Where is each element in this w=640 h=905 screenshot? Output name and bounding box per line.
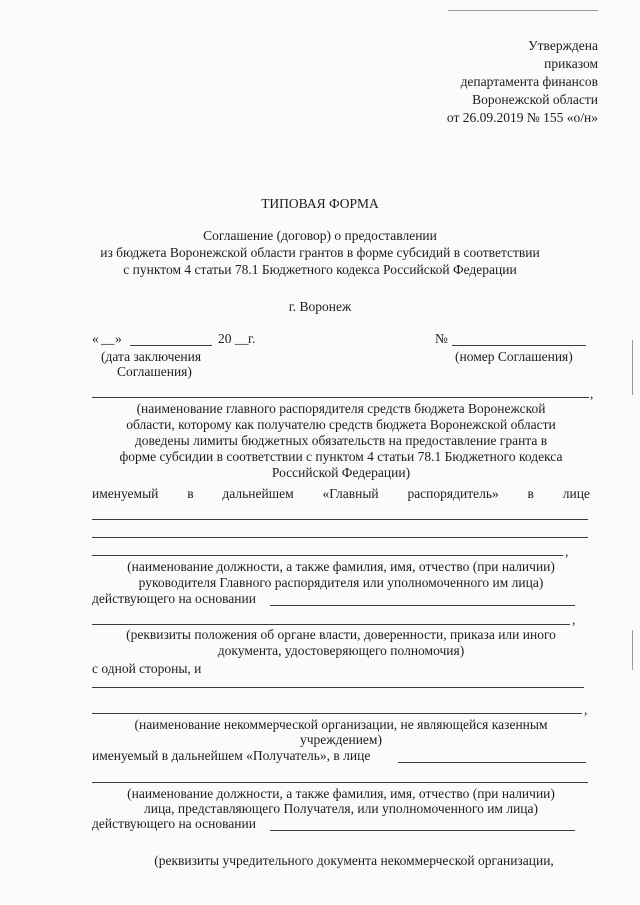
named-main-distributor <box>92 486 590 501</box>
city: г. Воронеж <box>288 299 352 314</box>
hint-line: доведены лимиты бюджетных обязательств на предоставление гранта в <box>134 433 548 448</box>
date-hint: (дата заключения <box>101 349 202 364</box>
scan-edge-mark <box>632 630 633 670</box>
date-close-quote: » <box>115 331 122 346</box>
approval-line: Утверждена <box>528 38 598 53</box>
hint-line: области, которому как получателю средств бюджета Воронежской области <box>126 417 556 432</box>
hint-line: (реквизиты положения об органе власти, доверенности, приказа или иного <box>126 627 556 642</box>
hint-line: (наименование должности, а также фамилия, имя, отчество (при наличии) <box>127 559 555 574</box>
hint-line: (реквизиты учредительного документа некоммерческой организации, <box>154 853 554 868</box>
hint-line: руководителя Главного распорядителя или уполномоченного им лица) <box>138 575 544 590</box>
head-name-field[interactable] <box>92 519 588 520</box>
comma: , <box>572 612 576 627</box>
acting-basis-field[interactable] <box>92 624 570 625</box>
one-side-label: с одной стороны, и <box>92 661 202 676</box>
recipient-rep-field[interactable] <box>398 762 586 763</box>
date-open-quote: « <box>92 331 99 346</box>
main-distributor-name-field[interactable] <box>92 397 589 398</box>
date-day-blank: __ <box>101 331 115 346</box>
hint-line: Российской Федерации) <box>271 465 411 480</box>
named-recipient-label: именуемый в дальнейшем «Получатель», в лице <box>92 748 371 763</box>
word: дальнейшем <box>222 486 294 501</box>
subtitle-line: из бюджета Воронежской области грантов в форме субсидий в соответствии <box>100 245 540 260</box>
word: именуемый <box>92 486 159 501</box>
word: в <box>187 486 194 501</box>
head-name-field[interactable] <box>92 555 563 556</box>
date-hint: Соглашения) <box>117 364 192 379</box>
number-sign: № <box>435 331 448 346</box>
subtitle-line: с пунктом 4 статьи 78.1 Бюджетного кодекса Российской Федерации <box>123 262 517 277</box>
word: распорядитель» <box>407 486 499 501</box>
approval-line: от 26.09.2019 № 155 «о/н» <box>446 110 598 125</box>
hint-line: (наименование некоммерческой организации, не являющейся казенным <box>134 717 548 732</box>
acting-basis-field[interactable] <box>270 605 575 606</box>
number-hint: (номер Соглашения) <box>455 349 573 364</box>
word: лице <box>562 486 590 501</box>
hint-line: учреждением) <box>300 732 382 747</box>
hint-line: документа, удостоверяющего полномочия) <box>217 643 465 658</box>
recipient-rep-field[interactable] <box>92 782 588 783</box>
subtitle-line: Соглашение (договор) о предоставлении <box>203 228 437 243</box>
scan-edge-mark <box>632 340 633 395</box>
approval-line: Воронежской области <box>472 92 598 107</box>
approval-line: департамента финансов <box>460 74 598 89</box>
date-year-prefix: 20 <box>218 331 232 346</box>
acting-basis-label: действующего на основании <box>92 816 256 831</box>
org-name-field[interactable] <box>92 687 584 688</box>
hint-line: (наименование должности, а также фамилия, имя, отчество (при наличии) <box>127 786 555 801</box>
number-blank <box>452 345 586 346</box>
form-title: ТИПОВАЯ ФОРМА <box>261 196 379 211</box>
approval-line: приказом <box>544 56 598 71</box>
comma: , <box>590 386 594 401</box>
date-year-suffix: г. <box>248 331 256 346</box>
charter-field[interactable] <box>270 830 575 831</box>
hint-line: форме субсидии в соответствии с пунктом 4 статьи 78.1 Бюджетного кодекса <box>119 449 563 464</box>
word: «Главный <box>322 486 379 501</box>
hint-line: лица, представляющего Получателя, или уполномоченного им лица) <box>143 801 539 816</box>
comma: , <box>565 544 569 559</box>
acting-basis-label: действующего на основании <box>92 591 256 606</box>
date-year-blank: __ <box>235 331 249 346</box>
comma: , <box>584 702 588 717</box>
hint-line: (наименование главного распорядителя средств бюджета Воронежской <box>136 401 546 416</box>
date-month-blank <box>130 345 212 346</box>
head-name-field[interactable] <box>92 537 588 538</box>
word: в <box>527 486 534 501</box>
org-name-field[interactable] <box>92 713 582 714</box>
scan-edge-mark <box>448 10 598 11</box>
